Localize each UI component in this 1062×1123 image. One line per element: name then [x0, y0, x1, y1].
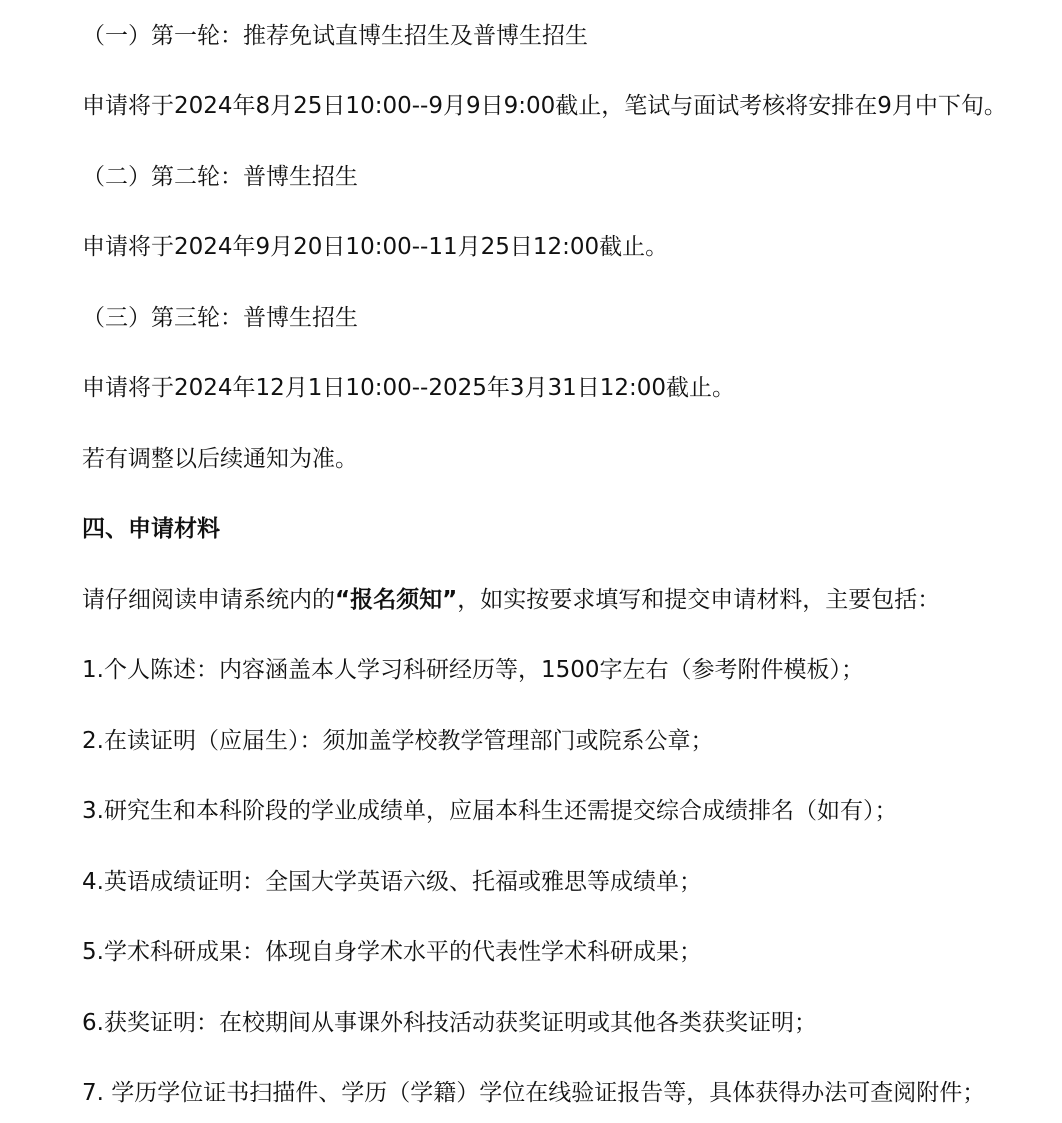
section-heading-materials: 四、申请材料: [82, 516, 220, 542]
materials-intro: [82, 585, 940, 615]
materials-intro-prefix: 请仔细阅读申请系统内的: [82, 587, 335, 613]
registration-notice-emphasis: “报名须知”: [335, 587, 458, 613]
adjustment-note: 若有调整以后续通知为准。: [82, 446, 358, 472]
material-item-transcripts: 3.研究生和本科阶段的学业成绩单，应届本科生还需提交综合成绩排名（如有）；: [82, 798, 898, 824]
material-item-research-output: 5.学术科研成果：体现自身学术水平的代表性学术科研成果；: [82, 939, 702, 965]
round1-text: 申请将于2024年8月25日10:00--9月9日9:00截止，笔试与面试考核将安排在9月中下旬。: [82, 93, 1007, 119]
round3-text: 申请将于2024年12月1日10:00--2025年3月31日12:00截止。: [82, 375, 736, 401]
material-item-enrollment-proof: 2.在读证明（应届生）：须加盖学校教学管理部门或院系公章；: [82, 728, 714, 754]
round2-heading: （二）第二轮：普博生招生: [82, 164, 358, 190]
material-item-personal-statement: 1.个人陈述：内容涵盖本人学习科研经历等，1500字左右（参考附件模板）；: [82, 657, 864, 683]
material-item-degree-certificates: 7. 学历学位证书扫描件、学历（学籍）学位在线验证报告等，具体获得办法可查阅附件；: [82, 1080, 986, 1106]
round1-heading: （一）第一轮：推荐免试直博生招生及普博生招生: [82, 23, 588, 49]
round2-text: 申请将于2024年9月20日10:00--11月25日12:00截止。: [82, 234, 669, 260]
material-item-awards: 6.获奖证明：在校期间从事课外科技活动获奖证明或其他各类获奖证明；: [82, 1010, 817, 1036]
round3-heading: （三）第三轮：普博生招生: [82, 305, 358, 331]
materials-intro-suffix: ，如实按要求填写和提交申请材料，主要包括：: [457, 587, 941, 613]
material-item-english-scores: 4.英语成绩证明：全国大学英语六级、托福或雅思等成绩单；: [82, 869, 702, 895]
